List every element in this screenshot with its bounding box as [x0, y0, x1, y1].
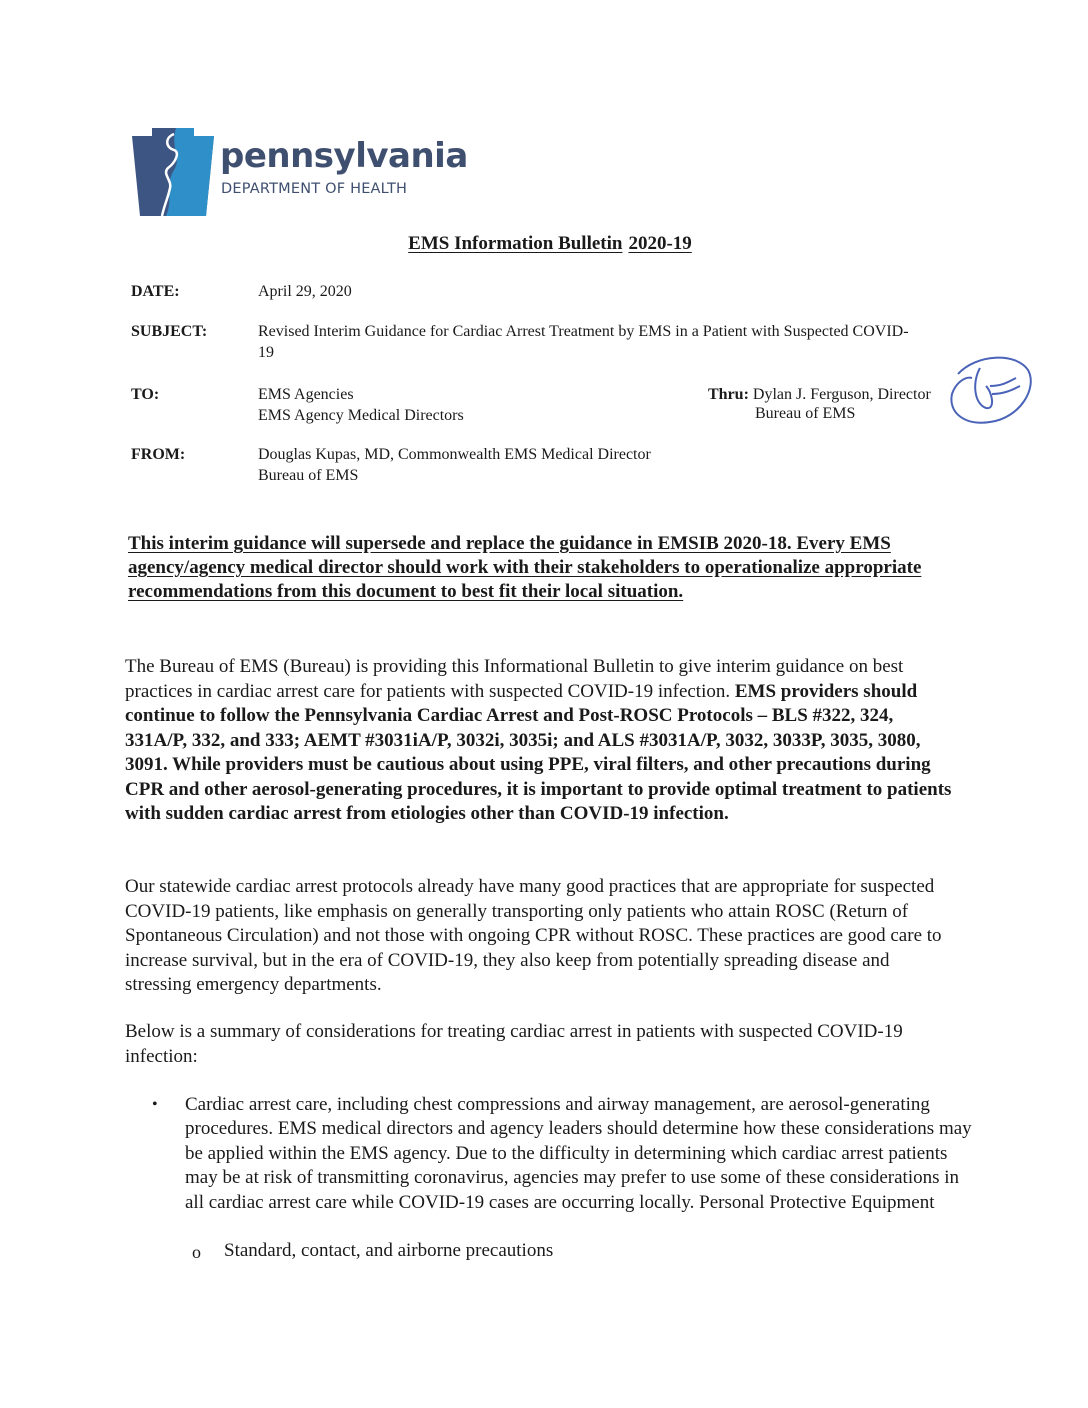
subject-label: SUBJECT:	[131, 323, 208, 340]
logo-wordmark: pennsylvania	[220, 136, 468, 176]
sub-list-item: Standard, contact, and airborne precautions	[224, 1240, 554, 1261]
subject-value: Revised Interim Guidance for Cardiac Arrest Treatment by EMS in a Patient with Suspected COVID-19	[258, 323, 909, 361]
date-label: DATE:	[131, 283, 180, 300]
thru-label: Thru:	[708, 386, 749, 403]
to-line-2: EMS Agency Medical Directors	[258, 407, 464, 424]
thru-name: Dylan J. Ferguson, Director	[752, 386, 931, 403]
sub-bullet-marker: o	[192, 1242, 201, 1262]
intro-plain-text: The Bureau of EMS (Bureau) is providing this Informational Bulletin to give interim guidance on best practices in cardiac arrest care for patients with suspected COVID-19 infection.	[125, 656, 904, 702]
intro-bold-text: EMS providers should continue to follow the Pennsylvania Cardiac Arrest and Post-ROSC Protocols – BLS #322, 324, 331A/P, 332, and 333; AEMT #3031iA/P, 3032i, 3035i; and ALS #3031A/P, 3032, 3033P, 3035, 3080, 3091. While providers must be cautious about using PPE, viral filters, and other precautions during CPR and other aerosol-generating procedures, it is important to provide optimal treatment to patients with sudden cardiac arrest from etiologies other than COVID-19 infection.	[125, 680, 952, 824]
list-item: Cardiac arrest care, including chest compressions and airway management, are aerosol-generating procedures. EMS medical directors and agency leaders should determine how these considerations may be applied within the EMS agency. Due to the difficulty in determining which cardiac arrest patients may be at risk of transmitting coronavirus, agencies may prefer to use some of these considerations in all cardiac arrest care while COVID-19 cases are occurring locally. Personal Protective Equipment	[185, 1094, 972, 1213]
logo-department: DEPARTMENT OF HEALTH	[221, 181, 408, 197]
bulletin-title	[0, 233, 1088, 255]
pa-doh-logo	[130, 128, 468, 218]
to-label: TO:	[131, 386, 160, 403]
signature-image	[946, 352, 1036, 426]
from-line-1: Douglas Kupas, MD, Commonwealth EMS Medical Director	[258, 446, 651, 463]
summary-intro-paragraph: Below is a summary of considerations for treating cardiac arrest in patients with suspected COVID-19 infection:	[125, 1021, 903, 1067]
bullet-marker: •	[152, 1096, 158, 1113]
from-line-2: Bureau of EMS	[258, 467, 359, 484]
keystone-logo-icon	[130, 128, 216, 216]
intro-paragraph	[125, 655, 955, 827]
thru-line	[708, 384, 931, 405]
thru-org: Bureau of EMS	[755, 405, 856, 422]
supersede-notice: This interim guidance will supersede and replace the guidance in EMSIB 2020-18. Every EMS agency/agency medical director should work with their stakeholders to operationalize appropriate recommendations from this document to best fit their local situation.	[128, 533, 922, 602]
protocols-paragraph: Our statewide cardiac arrest protocols already have many good practices that are appropriate for suspected COVID-19 patients, like emphasis on generally transporting only patients who attain ROSC (Return of Spontaneous Circulation) and not those with ongoing CPR without ROSC. These practices are good care to increase survival, but in the era of COVID-19, they also keep from potentially spreading disease and stressing emergency departments.	[125, 876, 942, 995]
date-value: April 29, 2020	[258, 283, 352, 300]
bulletin-number: 2020-19	[628, 233, 692, 254]
bulletin-title-prefix: EMS Information Bulletin	[408, 233, 623, 254]
from-label: FROM:	[131, 446, 186, 463]
to-line-1: EMS Agencies	[258, 386, 354, 403]
